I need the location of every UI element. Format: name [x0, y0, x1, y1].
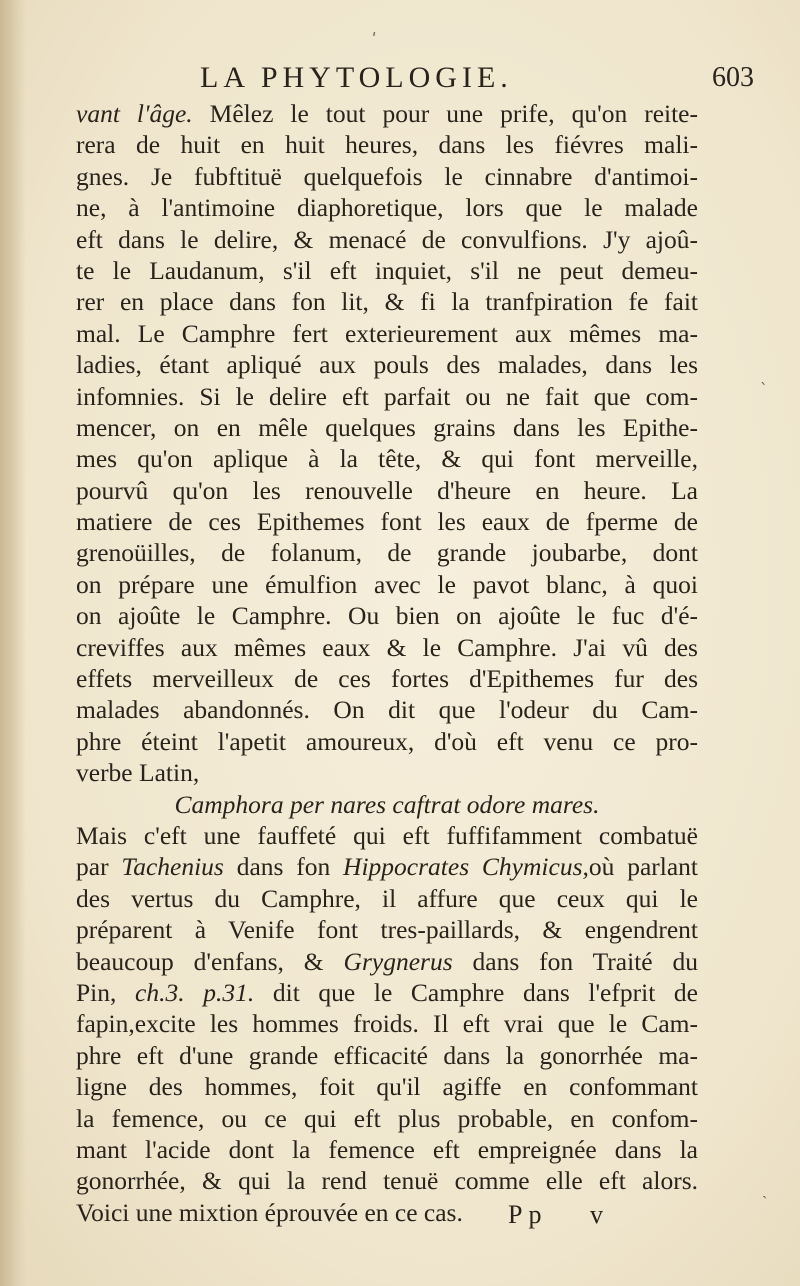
- text-line: [76, 537, 698, 568]
- text-line: [76, 757, 698, 788]
- running-title: LA PHYTOLOGIE.: [200, 61, 513, 94]
- text-line: [76, 883, 698, 914]
- text-line: [76, 475, 698, 506]
- text-line: [76, 632, 698, 663]
- signature-mark: Pp v: [508, 1200, 609, 1229]
- text-fragment: ne, à l'antimoine diaphoretique, lors que le malade: [76, 193, 698, 223]
- text-fragment: on ajoûte le Camphre. Ou bien on ajoûte le fuc d'é-: [76, 601, 698, 631]
- text-line: [76, 224, 698, 255]
- text-line: [76, 318, 698, 349]
- text-line: [76, 412, 698, 443]
- text-fragment: malades abandonnés. On dit que l'odeur du Cam-: [76, 695, 698, 725]
- italic-fragment: ch.3. p.31.: [135, 977, 255, 1007]
- text-fragment: Mêlez le tout pour une prife, qu'on reite-: [192, 99, 698, 128]
- text-fragment: dans fon: [223, 852, 344, 882]
- text-fragment: la femence, ou ce qui eft plus probable, en confom-: [76, 1103, 698, 1133]
- text-line: [76, 1008, 698, 1039]
- text-line: [76, 1040, 698, 1071]
- text-fragment: gonorrhée, & qui la rend tenuë comme elle eft alors.: [76, 1166, 698, 1196]
- ink-speck: ʹ: [372, 30, 377, 49]
- text-line: [76, 726, 698, 757]
- text-line: [76, 161, 698, 192]
- text-line: [76, 349, 698, 380]
- text-fragment: phre éteint l'apetit amoureux, d'où eft venu ce pro-: [76, 726, 698, 756]
- text-fragment: dans fon Traité du: [452, 946, 699, 976]
- text-line: [76, 600, 698, 631]
- text-line: [76, 255, 698, 286]
- text-fragment: mes qu'on aplique à la tête, & qui font merveille,: [76, 444, 698, 474]
- text-fragment: phre eft d'une grande efficacité dans la gonorrhée ma-: [76, 1040, 698, 1070]
- text-line: [76, 1103, 698, 1134]
- text-line: [76, 946, 698, 977]
- text-line: [76, 663, 698, 694]
- text-fragment: eft dans le delire, & menacé de convulfions. J'y ajoû-: [76, 224, 698, 254]
- text-fragment: Voici une mixtion éprouvée en ce cas.: [76, 1197, 463, 1227]
- text-fragment: gnes. Je fubftituë quelquefois le cinnabre d'antimoi-: [76, 161, 698, 191]
- text-line: [76, 851, 698, 882]
- text-line: [76, 1071, 698, 1102]
- text-fragment: fapin,excite les hommes froids. Il eft vrai que le Cam-: [76, 1009, 698, 1039]
- text-line: [76, 1134, 698, 1165]
- text-fragment: des vertus du Camphre, il affure que ceux qui le: [76, 883, 698, 913]
- text-fragment: mal. Le Camphre fert exterieurement aux mêmes ma-: [76, 318, 698, 348]
- text-fragment: grenoüilles, de folanum, de grande joubarbe, dont: [76, 538, 698, 568]
- text-fragment: ladies, étant apliqué aux pouls des malades, dans les: [76, 350, 698, 380]
- italic-fragment: vant l'âge.: [76, 99, 193, 128]
- page-gutter-shadow: [0, 0, 26, 1286]
- text-fragment: mencer, on en mêle quelques grains dans les Epithe-: [76, 412, 698, 442]
- ink-speck: ˎ: [762, 1180, 768, 1199]
- verse-line: [76, 789, 698, 820]
- text-line: [76, 192, 698, 223]
- text-line: [76, 914, 698, 945]
- text-line: [76, 820, 698, 851]
- text-line: [76, 381, 698, 412]
- text-fragment: mant l'acide dont la femence eft empreignée dans la: [76, 1134, 698, 1164]
- text-fragment: creviffes aux mêmes eaux & le Camphre. J'ai vû des: [76, 632, 698, 662]
- text-fragment: on prépare une émulfion avec le pavot blanc, à quoi: [76, 569, 698, 599]
- text-fragment: matiere de ces Epithemes font les eaux de fperme de: [76, 507, 698, 537]
- text-fragment: verbe Latin,: [76, 758, 200, 788]
- text-fragment: où parlant: [588, 852, 698, 882]
- text-line: [76, 569, 698, 600]
- text-line: [76, 98, 698, 129]
- text-fragment: rer en place dans fon lit, & fi la tranfpiration fe fait: [76, 287, 698, 317]
- ink-speck: ˋ: [760, 380, 768, 399]
- running-head: [0, 58, 800, 98]
- text-line: [76, 694, 698, 725]
- text-fragment: Pin,: [76, 977, 136, 1007]
- text-line: [76, 443, 698, 474]
- text-line: [76, 977, 698, 1008]
- page-number: 603: [712, 62, 754, 93]
- text-fragment: ligne des hommes, foit qu'il agiffe en confommant: [76, 1072, 698, 1102]
- text-line: [76, 129, 698, 160]
- text-fragment: Mais c'eft une fauffeté qui eft fuffifamment combatuë: [76, 820, 698, 850]
- text-line: [76, 286, 698, 317]
- text-fragment: pourvû qu'on les renouvelle d'heure en heure. La: [76, 475, 698, 505]
- text-fragment: par: [76, 852, 122, 882]
- text-fragment: préparent à Venife font tres-paillards, & engendrent: [76, 915, 698, 945]
- italic-fragment: Grygnerus: [343, 946, 453, 976]
- text-fragment: infomnies. Si le delire eft parfait ou ne fait que com-: [76, 381, 698, 411]
- text-fragment: te le Laudanum, s'il eft inquiet, s'il ne peut demeu-: [76, 255, 698, 285]
- italic-fragment: Tachenius: [121, 852, 224, 882]
- body-text: [76, 98, 698, 1228]
- text-line: [76, 506, 698, 537]
- text-fragment: beaucoup d'enfans, &: [76, 946, 344, 976]
- text-fragment: effets merveilleux de ces fortes d'Epithemes fur des: [76, 664, 698, 694]
- text-fragment: rera de huit en huit heures, dans les fiévres mali-: [76, 130, 698, 160]
- text-fragment: dit que le Camphre dans l'efprit de: [254, 977, 698, 1007]
- text-fragment: Camphora per nares caftrat odore mares.: [174, 789, 600, 819]
- italic-fragment: Hippocrates Chymicus,: [343, 852, 589, 882]
- text-line: [76, 1165, 698, 1196]
